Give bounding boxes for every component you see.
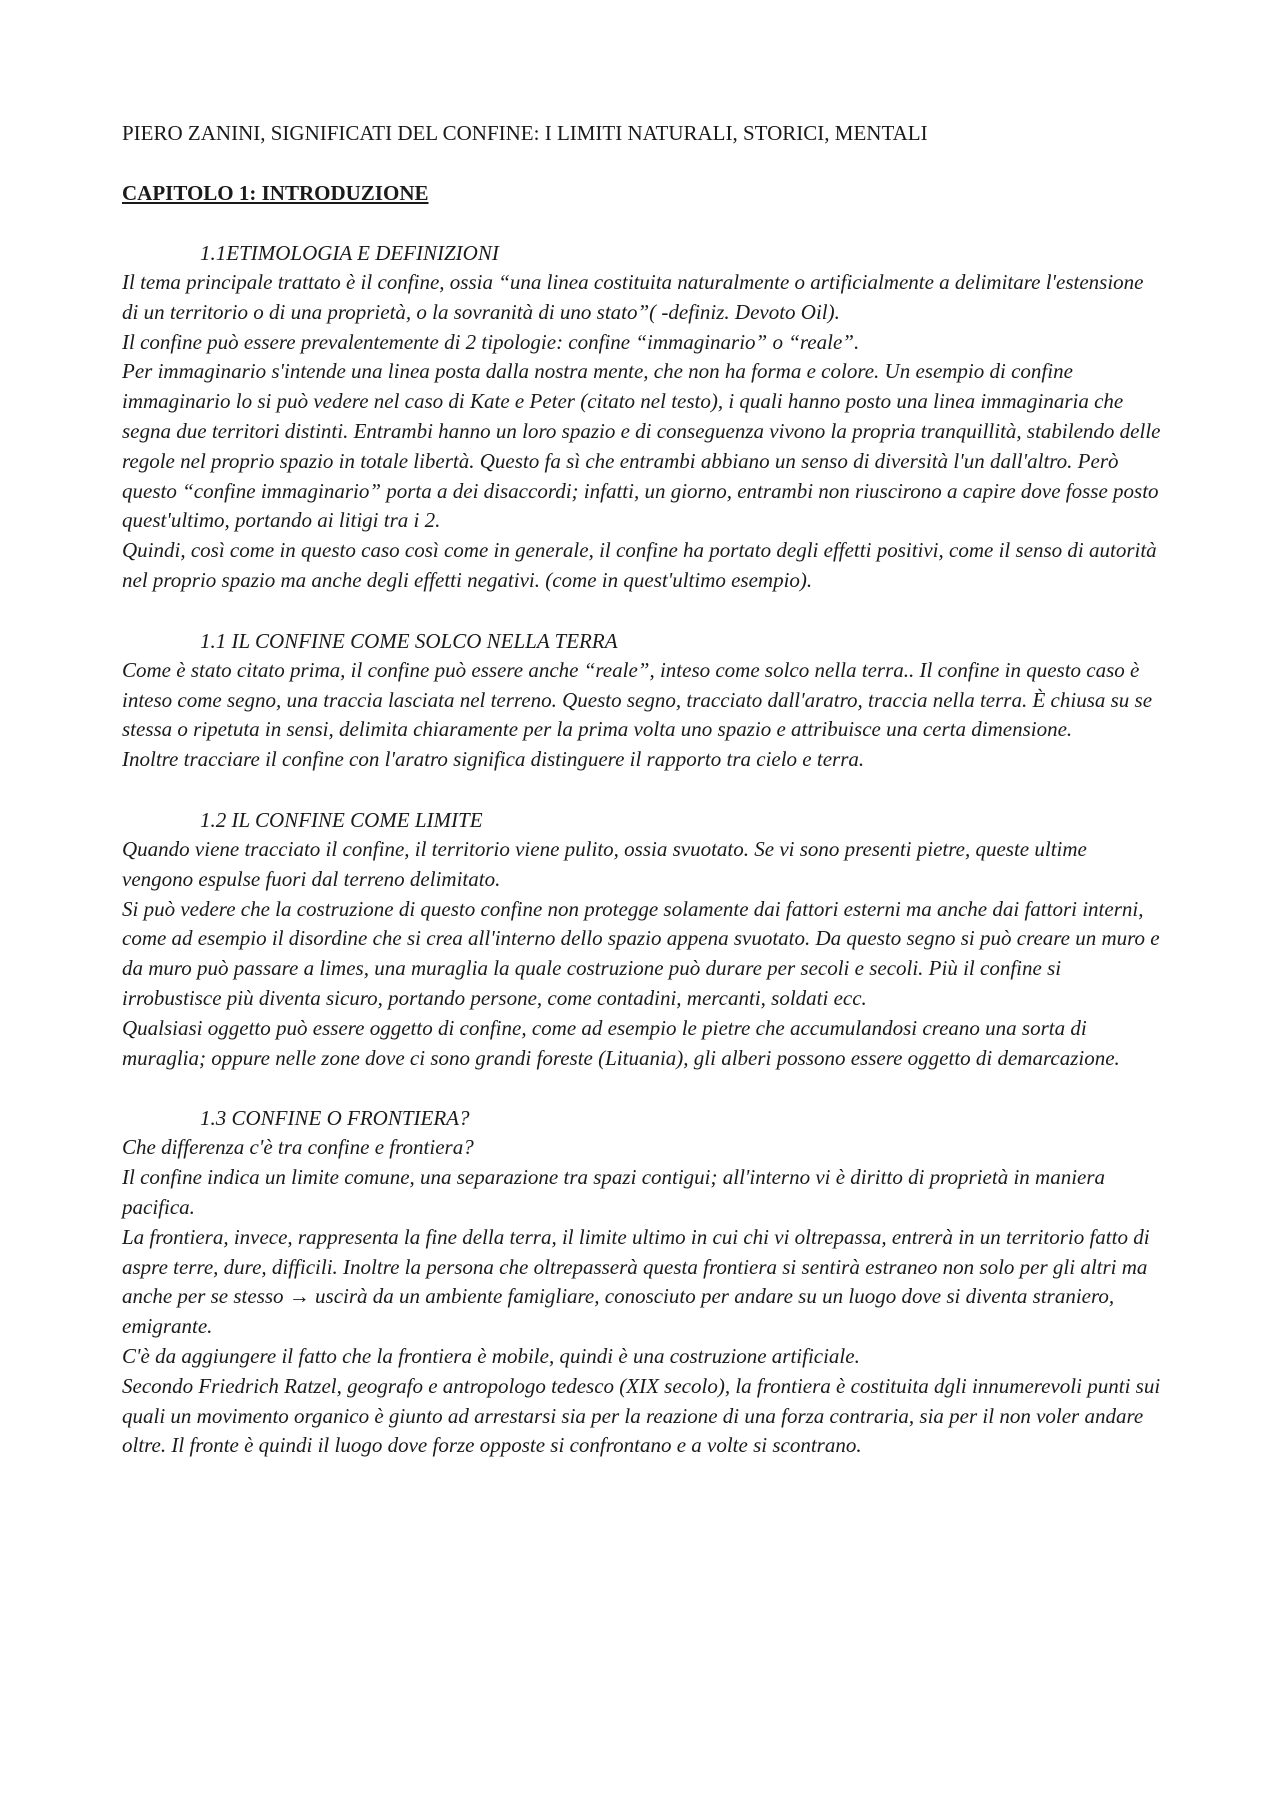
paragraph: Quando viene tracciato il confine, il territorio viene pulito, ossia svuotato. Se vi sono presenti pietre, queste ultime vengono espulse fuori dal terreno delimitato. xyxy=(122,836,1087,891)
paragraph: La frontiera, invece, rappresenta la fine della terra, il limite ultimo in cui chi vi oltrepassa, entrerà in un territorio fatto di aspre terre, dure, difficili. Inoltre la persona che oltrepasserà questa frontiera si sentirà estraneo non solo per gli altri ma anche per se stesso → uscirà da un ambiente famigliare, conosciuto per andare su un luogo dove si diventa straniero, emigrante. xyxy=(122,1224,1150,1339)
document-page xyxy=(122,118,1162,1461)
section-heading: 1.1 IL CONFINE COME SOLCO NELLA TERRA xyxy=(200,628,618,653)
paragraph: Il tema principale trattato è il confine, ossia “una linea costituita naturalmente o artificialmente a delimitare l'estensione di un territorio o di una proprietà, o la sovranità di uno stato”( -definiz. Devoto Oil). xyxy=(122,270,1144,324)
section-etimologia xyxy=(122,238,1162,596)
paragraph: Si può vedere che la costruzione di questo confine non protegge solamente dai fattori esterni ma anche dai fattori interni, come ad esempio il disordine che si crea all'interno dello spazio appena svuotato. Da questo segno si può creare un muro e da muro può passare a limes, una muraglia la quale costruzione può durare per secoli e secoli. Più il confine si irrobustisce più diventa sicuro, portando persone, come contadini, mercanti, soldati ecc. xyxy=(122,896,1160,1010)
paragraph: Inoltre tracciare il confine con l'aratro significa distinguere il rapporto tra cielo e terra. xyxy=(122,747,865,772)
section-heading: 1.1ETIMOLOGIA E DEFINIZIONI xyxy=(200,241,499,265)
section-heading: 1.3 CONFINE O FRONTIERA? xyxy=(200,1106,470,1131)
section-solco xyxy=(122,626,1162,775)
chapter-heading: CAPITOLO 1: INTRODUZIONE xyxy=(122,181,429,205)
paragraph: Che differenza c'è tra confine e frontiera? xyxy=(122,1135,474,1160)
paragraph: C'è da aggiungere il fatto che la frontiera è mobile, quindi è una costruzione artificiale. xyxy=(122,1343,860,1368)
paragraph: Quindi, così come in questo caso così come in generale, il confine ha portato degli effetti positivi, come il senso di autorità nel proprio spazio ma anche degli effetti negativi. (come in quest'ultimo esempio). xyxy=(122,538,1157,592)
paragraph: Secondo Friedrich Ratzel, geografo e antropologo tedesco (XIX secolo), la frontiera è costituita dgli innumerevoli punti sui quali un movimento organico è giunto ad arrestarsi sia per la reazione di una forza contraria, sia per il non voler andare oltre. Il fronte è quindi il luogo dove forze opposte si confrontano e a volte si scontrano. xyxy=(122,1373,1161,1458)
paragraph: Qualsiasi oggetto può essere oggetto di confine, come ad esempio le pietre che accumulandosi creano una sorta di muraglia; oppure nelle zone dove ci sono grandi foreste (Lituania), gli alberi possono essere oggetto di demarcazione. xyxy=(122,1015,1120,1070)
paragraph: Per immaginario s'intende una linea posta dalla nostra mente, che non ha forma e colore. Un esempio di confine immaginario lo si può vedere nel caso di Kate e Peter (citato nel testo), i quali hanno posto una linea immaginaria che segna due territori distinti. Entrambi hanno un loro spazio e di conseguenza vivono la propria tranquillità, stabilendo delle regole nel proprio spazio in totale libertà. Questo fa sì che entrambi abbiano un senso di diversità l'un dall'altro. Però questo “confine immaginario” porta a dei disaccordi; infatti, un giorno, entrambi non riuscirono a capire dove fosse posto quest'ultimo, portando ai litigi tra i 2. xyxy=(122,359,1161,533)
section-frontiera xyxy=(122,1103,1162,1461)
section-heading: 1.2 IL CONFINE COME LIMITE xyxy=(200,807,483,832)
paragraph: Come è stato citato prima, il confine può essere anche “reale”, inteso come solco nella terra.. Il confine in questo caso è inteso come segno, una traccia lasciata nel terreno. Questo segno, tracciato dall'aratro, traccia nella terra. È chiusa su se stessa o ripetuta in sensi, delimita chiaramente per la prima volta uno spazio e attribuisce una certa dimensione. xyxy=(122,657,1153,742)
paragraph: Il confine indica un limite comune, una separazione tra spazi contigui; all'interno vi è diritto di proprietà in maniera pacifica. xyxy=(122,1165,1106,1219)
paragraph: Il confine può essere prevalentemente di 2 tipologie: confine “immaginario” o “reale”. xyxy=(122,329,860,354)
section-limite xyxy=(122,805,1162,1073)
document-title: PIERO ZANINI, SIGNIFICATI DEL CONFINE: I LIMITI NATURALI, STORICI, MENTALI xyxy=(122,121,928,145)
